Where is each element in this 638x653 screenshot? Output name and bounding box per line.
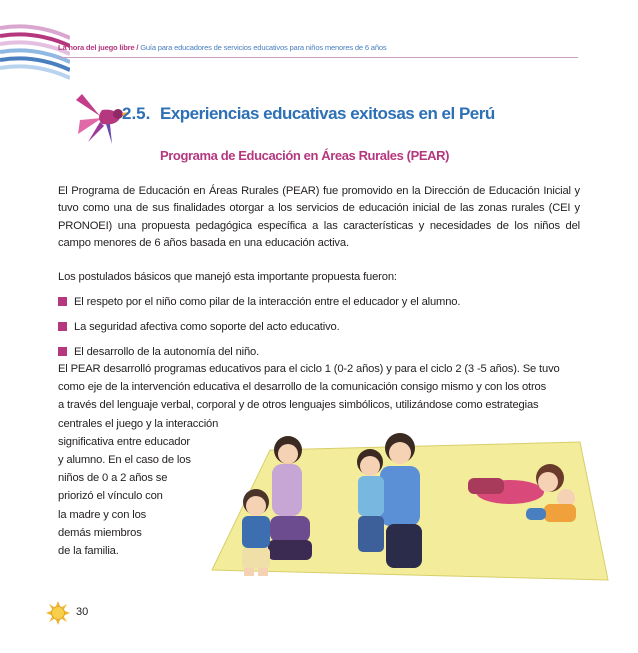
- paragraph-3-line: demás miembros: [58, 526, 142, 539]
- paragraph-3-line: El PEAR desarrolló programas educativos para el ciclo 1 (0-2 años) y para el ciclo 2 (3 -5 años). Se tuvo: [58, 363, 560, 375]
- paragraph-3-line: y alumno. En el caso de los: [58, 454, 191, 467]
- paragraph-3-line: priorizó el vínculo con: [58, 490, 163, 503]
- header-subtitle: Guía para educadores de servicios educativos para niños menores de 6 años: [140, 43, 387, 52]
- bullet-square-icon: [58, 322, 67, 331]
- paragraph-3-line: centrales el juego y la interacción: [58, 417, 219, 430]
- bullet-item: [58, 346, 259, 358]
- bullet-square-icon: [58, 347, 67, 356]
- page-number: 30: [76, 606, 89, 618]
- bullet-item: [58, 296, 460, 308]
- section-subtitle: Programa de Educación en Áreas Rurales (PEAR): [160, 148, 450, 163]
- bullet-text: La seguridad afectiva como soporte del acto educativo.: [74, 321, 340, 333]
- paragraph-3-line: niños de 0 a 2 años se: [58, 472, 168, 485]
- header-divider: [58, 57, 578, 58]
- header-title: La hora del juego libre: [58, 43, 135, 52]
- paragraph-2: Los postulados básicos que manejó esta importante propuesta fueron:: [58, 271, 397, 283]
- paragraph-3-line: como eje de la intervención educativa el desarrollo de la comunicación consigo mismo y con los otros: [58, 381, 547, 394]
- bullet-item: [58, 321, 340, 333]
- section-number: 2.5.: [122, 104, 151, 123]
- running-header: [58, 43, 386, 52]
- section-title: Experiencias educativas exitosas en el Perú: [160, 104, 495, 123]
- bullet-square-icon: [58, 297, 67, 306]
- family-play-illustration: [210, 420, 610, 598]
- paragraph-3-line: significativa entre educador: [58, 435, 190, 448]
- paragraph-3-line: de la familia.: [58, 545, 119, 558]
- paragraph-1: El Programa de Educación en Áreas Rurales (PEAR) fue promovido en la Dirección de Educación Inicial y tuvo como una de sus finalidades otorgar a los servicios de educación inicial de las zonas rurales (CEI y PRONOEI) una propuesta pedagógica específica a las características y necesidades de los niños del campo menores de 6 años basada en una educación activa.: [58, 185, 580, 250]
- paragraph-3-line: la madre y con los: [58, 508, 147, 521]
- sun-icon: [46, 601, 70, 625]
- header-separator: /: [136, 43, 139, 52]
- bullet-text: El desarrollo de la autonomía del niño.: [74, 346, 260, 358]
- paragraph-3-line: a través del lenguaje verbal, corporal y de otros lenguajes simbólicos, utilizándose como estrategias: [58, 399, 539, 412]
- bullet-text: El respeto por el niño como pilar de la interacción entre el educador y el alumno.: [74, 296, 461, 308]
